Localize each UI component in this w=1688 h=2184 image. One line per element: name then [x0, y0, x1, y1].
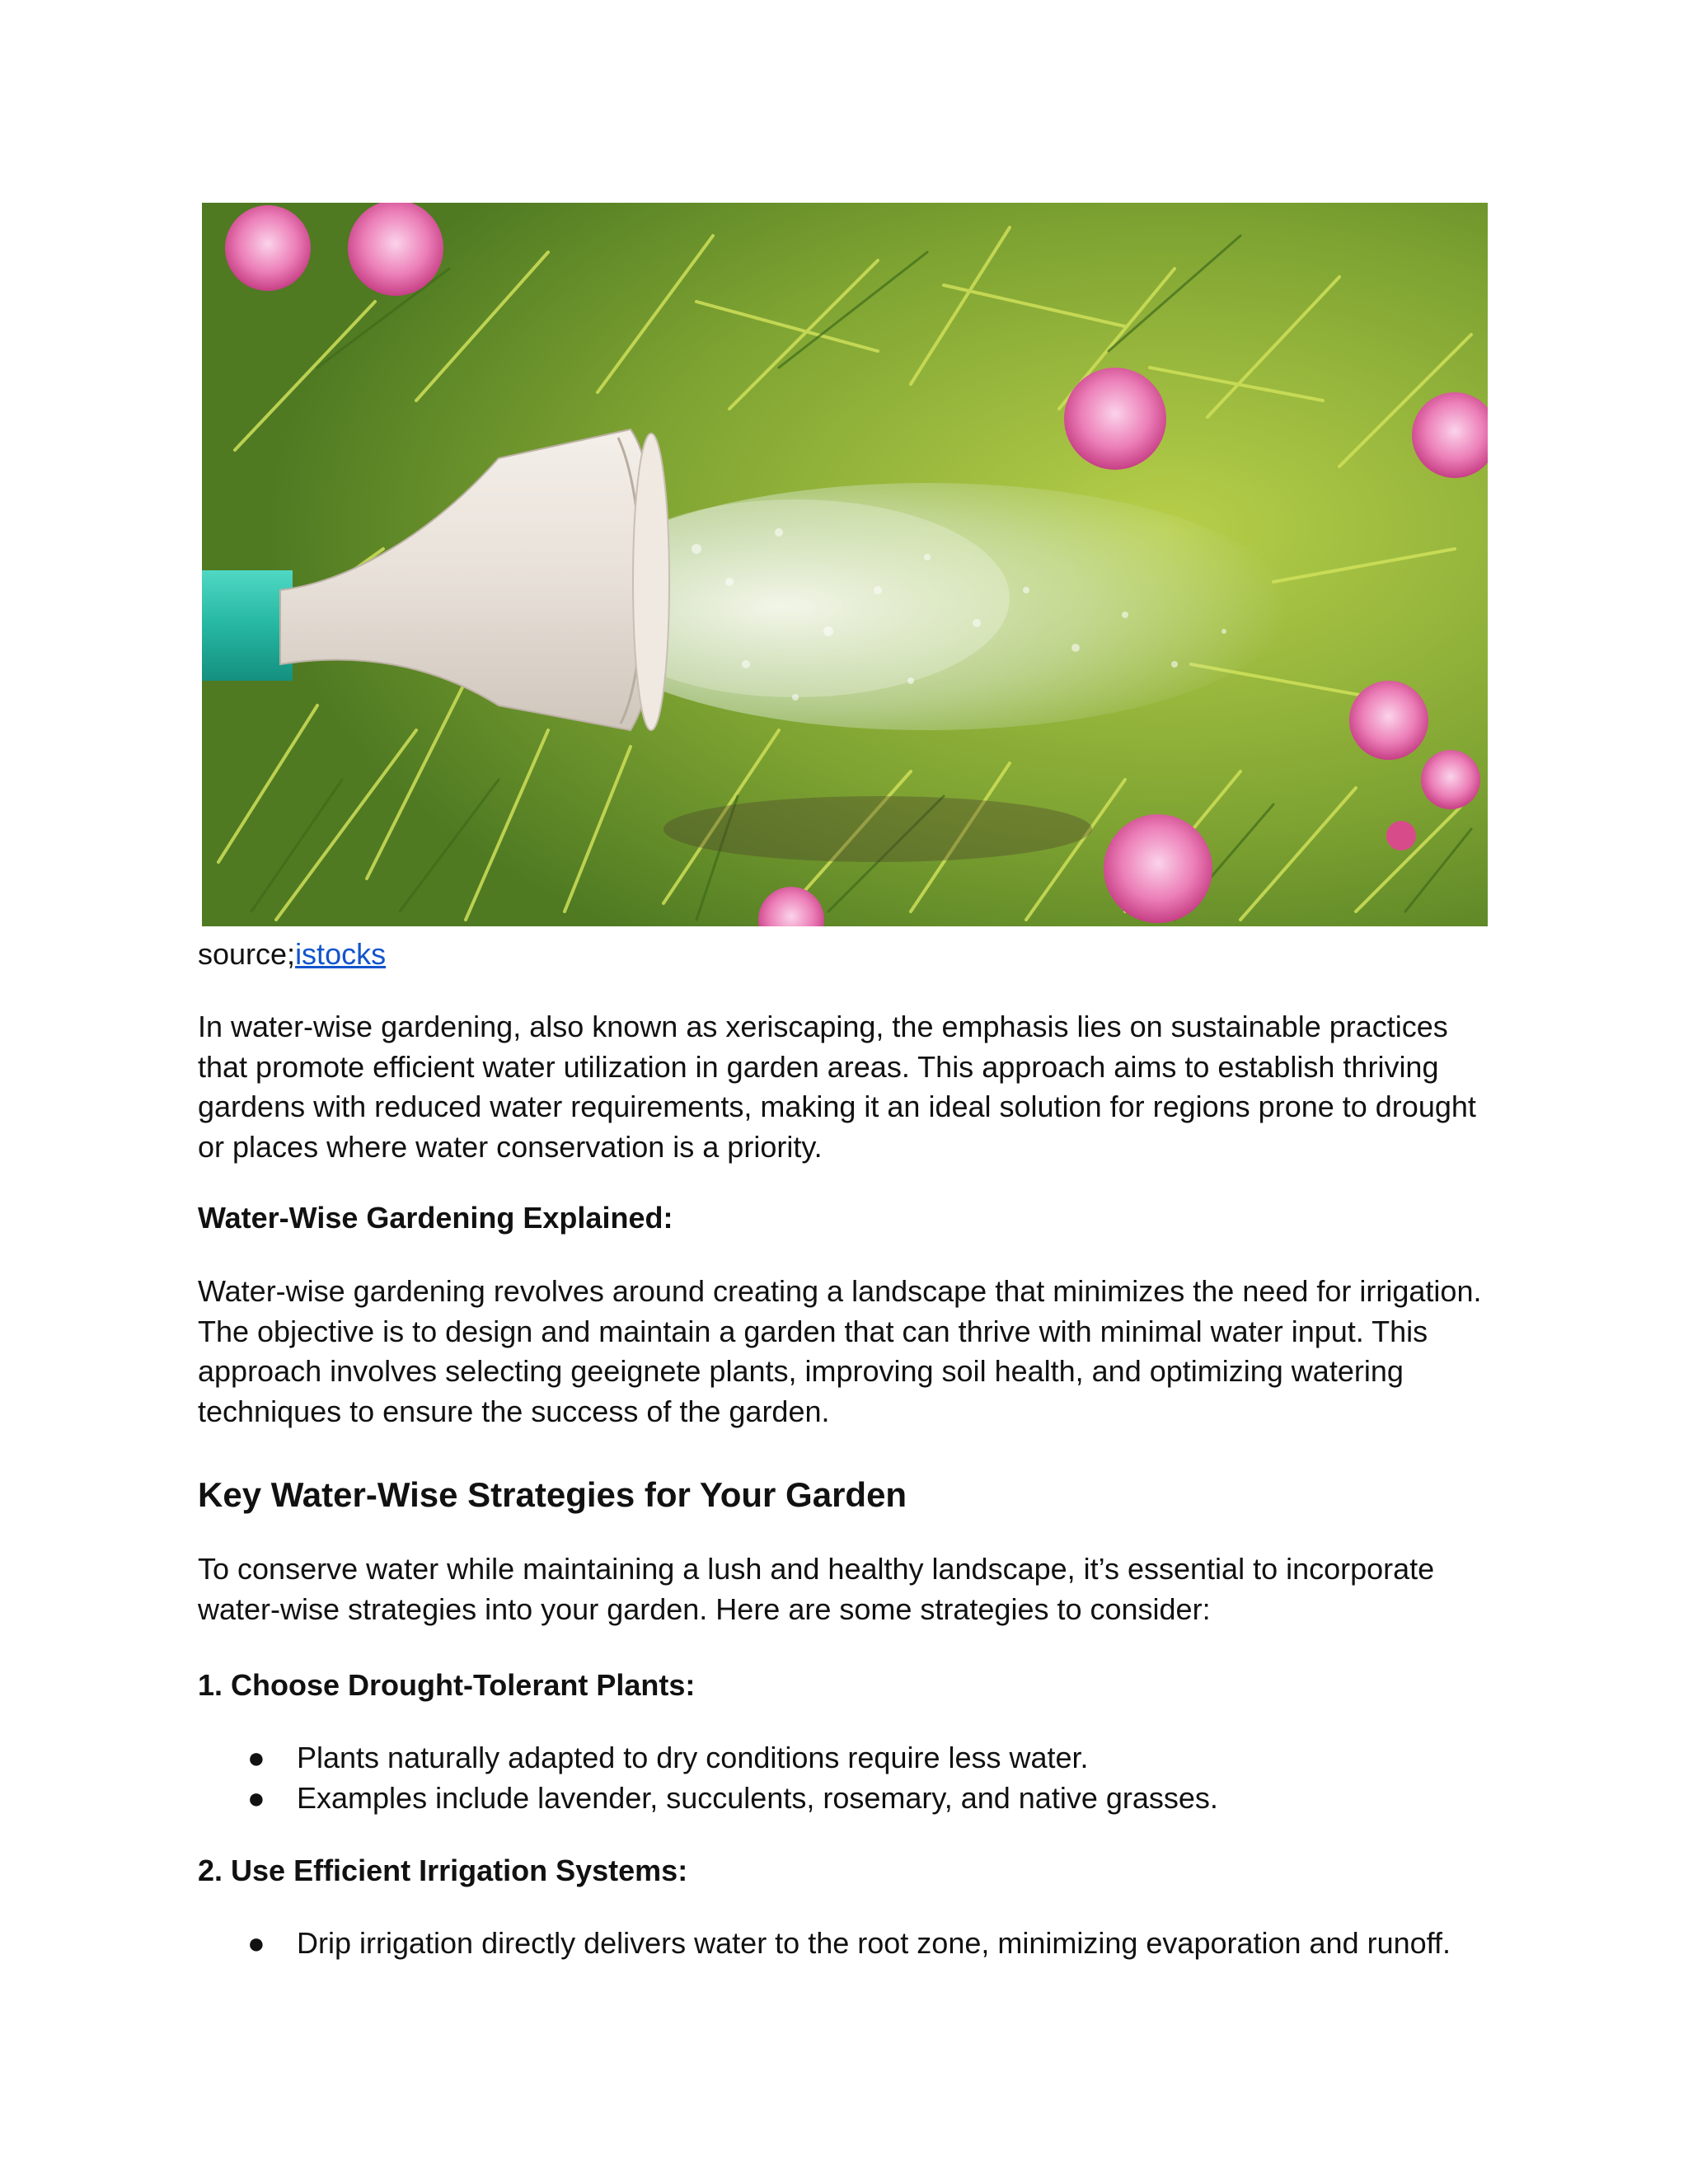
strategy-2-heading: 2. Use Efficient Irrigation Systems: — [198, 1854, 688, 1887]
list-item — [198, 1924, 1517, 1964]
list-item-text: Examples include lavender, succulents, rosemary, and native grasses. — [297, 1780, 1218, 1815]
bullet-icon: ● — [247, 1780, 265, 1815]
strategies-intro: To conserve water while maintaining a lush and healthy landscape, it’s essential to incorporate water-wise strategies into your garden. Here are some strategies to consider: — [198, 1552, 1435, 1626]
explained-paragraph: Water-wise gardening revolves around creating a landscape that minimizes the need for irrigation. The objective is to design and maintain a garden that can thrive with minimal water input. This approach involves selecting geeignete plants, improving soil health, and optimizing watering techniques to ensure the success of the garden. — [198, 1274, 1482, 1428]
bullet-icon: ● — [247, 1926, 265, 1960]
list-item-text: Plants naturally adapted to dry conditions require less water. — [297, 1741, 1089, 1774]
list-item — [198, 1738, 1517, 1779]
strategy-1-heading: 1. Choose Drought-Tolerant Plants: — [198, 1668, 696, 1702]
strategy-1-list — [198, 1738, 1517, 1818]
strategies-heading: Key Water-Wise Strategies for Your Garden — [198, 1475, 907, 1514]
caption-prefix: source; — [198, 937, 296, 971]
image-source-caption — [198, 935, 386, 974]
intro-paragraph: In water-wise gardening, also known as xeriscaping, the emphasis lies on sustainable practices that promote efficient water utilization in garden areas. This approach aims to establish thriving gardens with reduced water requirements, making it an ideal solution for regions prone to drought or places where water conservation is a priority. — [198, 1010, 1476, 1164]
list-item — [198, 1779, 1517, 1819]
strategy-2-list — [198, 1924, 1517, 1964]
explained-heading: Water-Wise Gardening Explained: — [198, 1201, 673, 1235]
list-item-text: Drip irrigation directly delivers water to the root zone, minimizing evaporation and runoff. — [297, 1926, 1451, 1960]
bullet-icon: ● — [247, 1741, 265, 1774]
istocks-link[interactable]: istocks — [295, 937, 387, 971]
garden-watering-photo — [202, 203, 1488, 926]
